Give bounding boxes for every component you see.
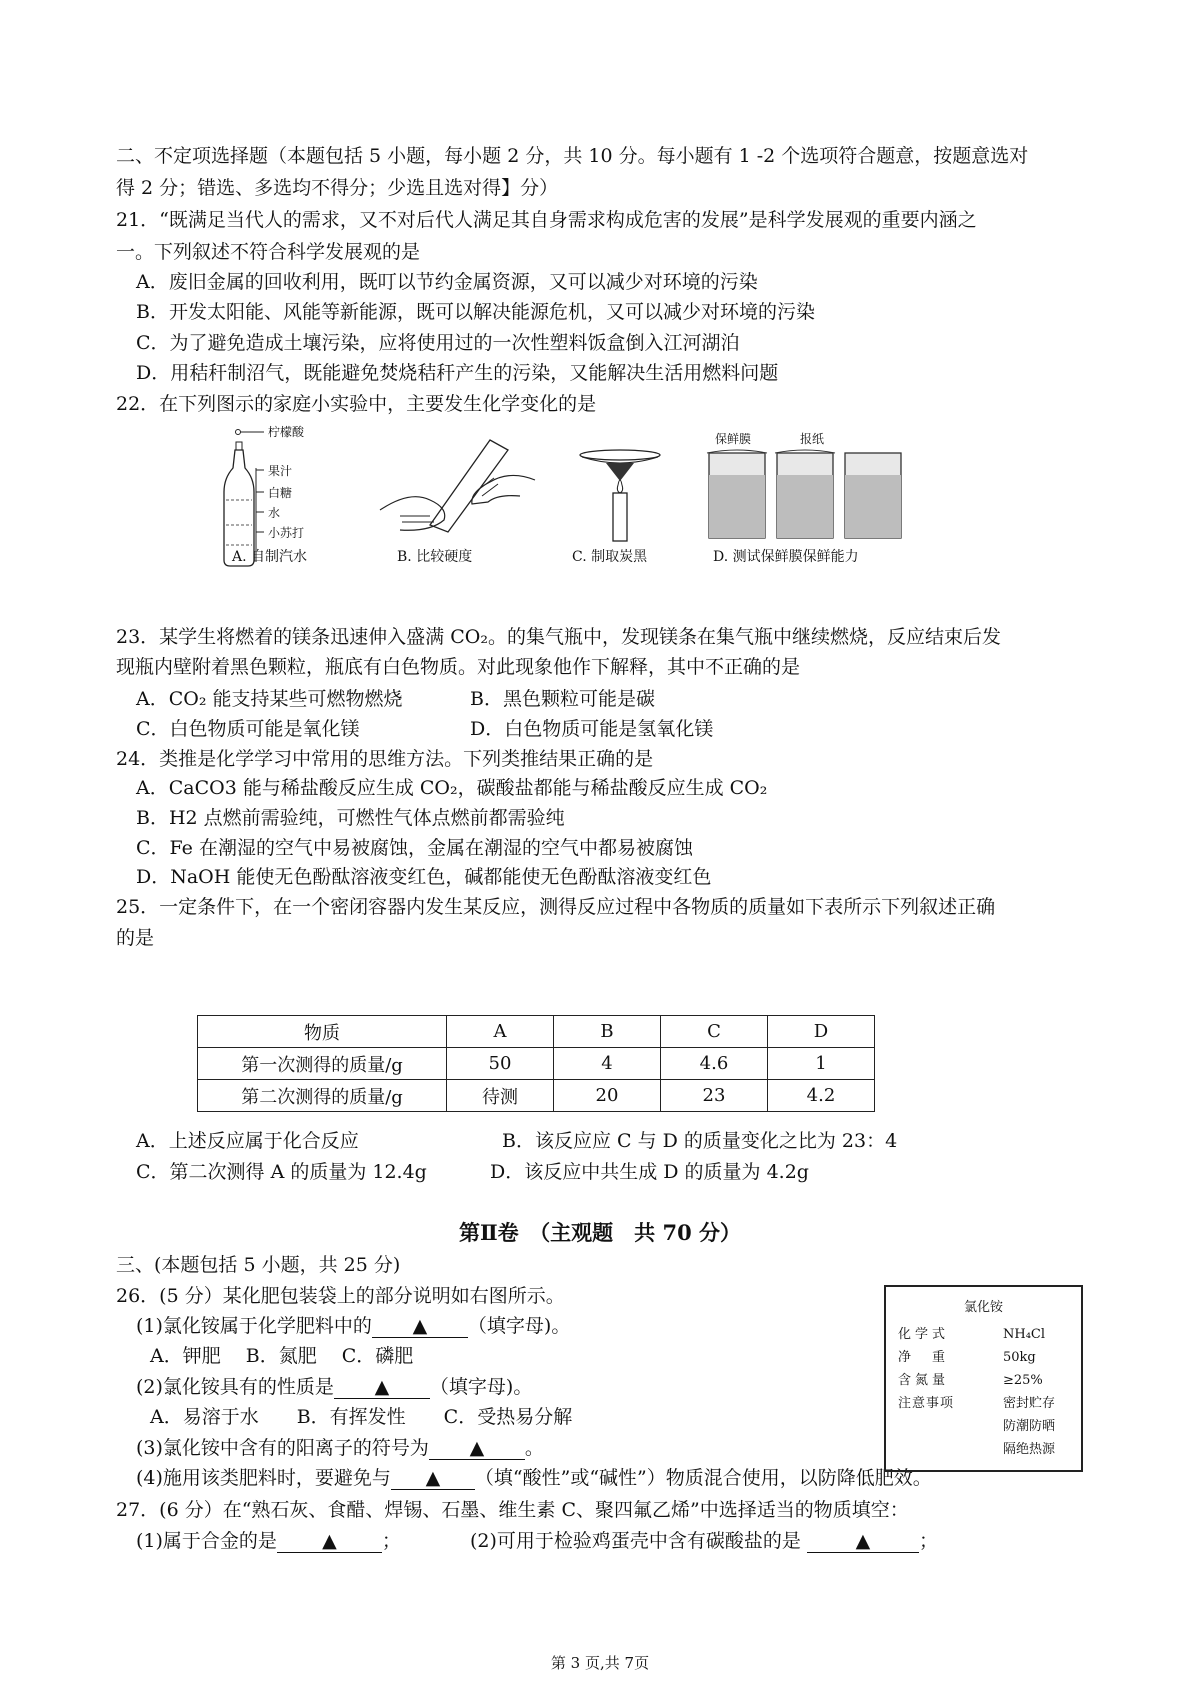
table-row — [198, 1048, 875, 1080]
label-baking-soda: 小苏打 — [268, 526, 305, 540]
table-header-row — [198, 1016, 875, 1048]
q23-option-b: B．黑色颗粒可能是碳 — [470, 688, 655, 710]
label-key: 净 重 — [898, 1350, 950, 1365]
q24-option-c: C．Fe 在潮湿的空气中易被腐蚀，金属在潮湿的空气中都易被腐蚀 — [136, 837, 693, 859]
label-value: 50kg — [1003, 1350, 1036, 1365]
q27-sub2 — [470, 1528, 938, 1554]
label-juice: 果汁 — [268, 464, 293, 478]
table-cell: 第二次测得的质量/g — [198, 1080, 447, 1112]
label-value: 密封贮存 — [1003, 1396, 1056, 1411]
section3-intro: 三、(本题包括 5 小题，共 25 分) — [116, 1254, 401, 1276]
label-cling-film: 保鲜膜 — [715, 432, 752, 446]
table-header-cell: 物质 — [198, 1016, 447, 1048]
label-key: 含氮量 — [898, 1373, 950, 1388]
table-row — [198, 1080, 875, 1112]
candle-dish-illustration — [570, 445, 670, 545]
fertilizer-label-box — [884, 1285, 1083, 1472]
beakers-illustration — [705, 445, 910, 545]
q27-sub1 — [136, 1528, 401, 1554]
q25-option-b: B．该反应应 C 与 D 的质量变化之比为 23：4 — [502, 1130, 898, 1152]
label-citric-acid: 柠檬酸 — [268, 425, 305, 439]
caption-d: D. 测试保鲜膜保鲜能力 — [713, 549, 859, 565]
q21-option-a: A．废旧金属的回收利用，既叮以节约金属资源，又可以减少对环境的污染 — [136, 271, 758, 293]
q24-stem: 24．类推是化学学习中常用的思维方法。下列类推结果正确的是 — [116, 748, 654, 770]
q25-option-d: D．该反应中共生成 D 的质量为 4.2g — [490, 1161, 809, 1183]
answer-blank[interactable]: ▲ — [807, 1530, 919, 1553]
answer-blank[interactable]: ▲ — [391, 1467, 475, 1490]
q25-stem-line2: 的是 — [116, 927, 155, 949]
label-water: 水 — [268, 506, 281, 520]
q25-option-a: A．上述反应属于化合反应 — [136, 1130, 359, 1152]
label-newspaper: 报纸 — [800, 432, 825, 446]
q27-stem: 27．(6 分）在“熟石灰、食醋、焊锡、石墨、维生素 C、聚四氟乙烯”中选择适当的物质填空： — [116, 1499, 909, 1521]
q26-stem: 26．(5 分）某化肥包装袋上的部分说明如右图所示。 — [116, 1285, 565, 1307]
q25-option-c: C．第二次测得 A 的质量为 12.4g — [136, 1161, 427, 1183]
caption-b: B. 比较硬度 — [397, 549, 473, 565]
q22-stem: 22．在下列图示的家庭小实验中，主要发生化学变化的是 — [116, 393, 597, 415]
q21-stem-line1: 21．“既满足当代人的需求，又不对后代人满足其自身需求构成危害的发展”是科学发展观的重要内涵之 — [116, 209, 977, 231]
label-value: 隔绝热源 — [1003, 1442, 1056, 1457]
q23-option-d: D．白色物质可能是氢氧化镁 — [470, 718, 714, 740]
q26-sub3-prompt: (3)氯化铵中含有的阳离子的符号为 — [136, 1437, 429, 1459]
answer-blank[interactable]: ▲ — [429, 1437, 525, 1460]
q27-sub1-suffix: ； — [381, 1530, 401, 1552]
q21-stem-line2: 一。下列叙述不符合科学发展观的是 — [116, 241, 421, 263]
hands-scratch-illustration — [370, 420, 540, 545]
q23-stem-line1: 23．某学生将燃着的镁条迅速伸入盛满 CO₂。的集气瓶中，发现镁条在集气瓶中继续燃烧，反应结束后发 — [116, 626, 1001, 648]
q27-sub1-prompt: (1)属于合金的是 — [136, 1530, 277, 1552]
table-cell: 第一次测得的质量/g — [198, 1048, 447, 1080]
caption-c: C. 制取炭黑 — [572, 549, 648, 565]
q26-sub4 — [136, 1465, 932, 1491]
table-cell: 1 — [768, 1048, 875, 1080]
q24-option-d: D．NaOH 能使无色酚酞溶液变红色，碱都能使无色酚酞溶液变红色 — [136, 866, 712, 888]
q24-option-b: B．H2 点燃前需验纯，可燃性气体点燃前都需验纯 — [136, 807, 565, 829]
q26-sub2 — [136, 1374, 532, 1400]
table-cell: 23 — [661, 1080, 768, 1112]
q26-sub3-suffix: 。 — [524, 1437, 544, 1459]
table-header-cell: C — [661, 1016, 768, 1048]
table-header-cell: B — [554, 1016, 661, 1048]
table-cell: 待测 — [447, 1080, 554, 1112]
q23-stem-line2: 现瓶内壁附着黑色颗粒，瓶底有白色物质。对此现象他作下解释，其中不正确的是 — [116, 656, 801, 678]
table-cell: 4 — [554, 1048, 661, 1080]
label-sugar: 白糖 — [268, 486, 293, 500]
answer-blank[interactable]: ▲ — [277, 1530, 382, 1553]
fertilizer-label-title: 氯化铵 — [963, 1300, 1003, 1315]
table-cell: 20 — [554, 1080, 661, 1112]
q26-sub2-options: A．易溶于水 B．有挥发性 C．受热易分解 — [150, 1406, 573, 1428]
q21-option-c: C．为了避免造成土壤污染，应将使用过的一次性塑料饭盒倒入江河湖泊 — [136, 332, 740, 354]
q26-sub2-suffix: （填字母)。 — [429, 1376, 533, 1398]
label-value: NH₄Cl — [1003, 1327, 1046, 1342]
q24-option-a: A．CaCO3 能与稀盐酸反应生成 CO₂，碳酸盐都能与稀盐酸反应生成 CO₂ — [136, 777, 768, 799]
part2-title: 第Ⅱ卷 （主观题 共 70 分） — [458, 1220, 742, 1245]
q23-option-a: A．CO₂ 能支持某些可燃物燃烧 — [136, 688, 403, 710]
q26-sub3 — [136, 1435, 544, 1461]
label-value: 防潮防晒 — [1003, 1419, 1056, 1434]
answer-blank[interactable]: ▲ — [372, 1315, 468, 1338]
label-value: ≥25% — [1003, 1373, 1043, 1388]
caption-a: A. 自制汽水 — [232, 549, 308, 565]
table-header-cell: D — [768, 1016, 875, 1048]
answer-blank[interactable]: ▲ — [334, 1376, 430, 1399]
table-cell: 4.6 — [661, 1048, 768, 1080]
section2-intro-line2: 得 2 分；错选、多选均不得分；少选且选对得】分） — [116, 177, 559, 199]
q21-option-b: B．开发太阳能、风能等新能源，既可以解决能源危机，又可以减少对环境的污染 — [136, 301, 815, 323]
q26-sub4-prompt: (4)施用该类肥料时，要避免与 — [136, 1467, 391, 1489]
table-cell: 50 — [447, 1048, 554, 1080]
table-header-cell: A — [447, 1016, 554, 1048]
mass-table — [197, 1015, 875, 1112]
q26-sub4-suffix: （填“酸性”或“碱性”）物质混合使用，以防降低肥效。 — [474, 1467, 932, 1489]
q25-stem-line1: 25．一定条件下，在一个密闭容器内发生某反应，测得反应过程中各物质的质量如下表所示下列叙述正确 — [116, 896, 996, 918]
q26-sub1-suffix: （填字母)。 — [467, 1315, 571, 1337]
q26-sub1 — [136, 1313, 570, 1339]
label-key: 注意事项 — [898, 1396, 955, 1411]
q23-option-c: C．白色物质可能是氧化镁 — [136, 718, 360, 740]
q27-sub2-prompt: (2)可用于检验鸡蛋壳中含有碳酸盐的是 — [470, 1530, 801, 1552]
q26-sub1-options: A．钾肥 B．氮肥 C．磷肥 — [150, 1345, 414, 1367]
label-key: 化学式 — [898, 1327, 950, 1342]
q21-option-d: D．用秸秆制沼气，既能避免焚烧秸秆产生的污染，又能解决生活用燃料问题 — [136, 362, 779, 384]
section2-intro-line1: 二、不定项选择题（本题包括 5 小题，每小题 2 分，共 10 分。每小题有 1 -2 个选项符合题意，按题意选对 — [116, 145, 1029, 167]
table-cell: 4.2 — [768, 1080, 875, 1112]
q26-sub1-prompt: (1)氯化铵属于化学肥料中的 — [136, 1315, 372, 1337]
q26-sub2-prompt: (2)氯化铵具有的性质是 — [136, 1376, 334, 1398]
q27-sub2-suffix: ； — [918, 1530, 938, 1552]
page-number: 第 3 页,共 7页 — [550, 1654, 650, 1672]
